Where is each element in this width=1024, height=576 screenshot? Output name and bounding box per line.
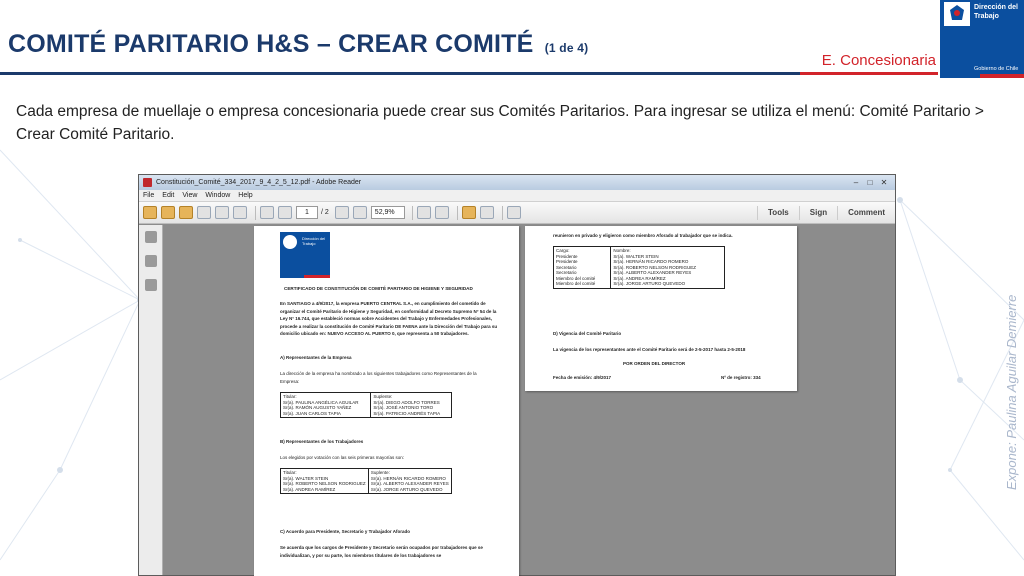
pdf-page-1: [254, 226, 519, 576]
tools-link[interactable]: Tools: [757, 206, 799, 220]
menu-view[interactable]: View: [182, 192, 198, 199]
fecha-emision: Fecha de emisión: 4/9/2017: [553, 375, 612, 380]
layers-icon[interactable]: [145, 279, 157, 291]
intro-paragraph: Cada empresa de muellaje o empresa concesionaria puede crear sus Comités Paritarios. Para ingresar se utiliza el menú: Comité Paritario > Crear Comité Paritario.: [16, 103, 984, 143]
zoom-in-icon[interactable]: [353, 206, 367, 219]
save-icon[interactable]: [197, 206, 211, 219]
window-title: Constitución_Comité_334_2017_9_4_2_5_12.pdf - Adobe Reader: [156, 179, 362, 186]
email-icon[interactable]: [233, 206, 247, 219]
adobe-reader-app-icon: [143, 178, 152, 187]
table-a-titular-header: Titular:: [283, 394, 297, 399]
table-a-titular-3: Sr(a). JUAN CARLOS TAPIA: [283, 410, 341, 416]
table-b-suplente-header: Suplente:: [370, 470, 390, 475]
pdf-direccion-logo: [280, 232, 330, 278]
navigation-side-panel: [139, 225, 163, 576]
minimize-icon[interactable]: –: [853, 177, 859, 187]
menu-bar: [139, 190, 895, 202]
table-b-titular-2: Sr(a). ROBERTO NELSON RODRIGUEZ: [283, 481, 366, 486]
attachments-icon[interactable]: [145, 255, 157, 267]
zoom-out-icon[interactable]: [335, 206, 349, 219]
edit-icon[interactable]: [179, 206, 193, 219]
slide-title: [8, 30, 588, 59]
table-cargos: [553, 246, 725, 289]
page2-intro: reunieron en privado y eligieron como miembro Aforado al trabajador que se indica.: [553, 233, 733, 238]
pdf-logo-seal-icon: [283, 235, 297, 249]
window-titlebar: [139, 175, 895, 190]
table-b-suplente-1: Sr(a). HERNÁN RICARDO ROMERO: [370, 475, 446, 481]
section-a-heading: A) Representantes de la Empresa: [280, 355, 352, 360]
read-mode-icon[interactable]: [507, 206, 521, 219]
nombre-2: Sr(a). HERNÁN RICARDO ROMERO: [613, 259, 689, 264]
table-a-suplente-cell: [371, 393, 452, 418]
table-empresa-representantes: [280, 392, 452, 418]
table-a-titular-1: Sr(a). PAULINA ANGÉLICA AGUILAR: [283, 399, 359, 405]
page-total: / 2: [321, 209, 329, 216]
logo-org-text: Dirección del Trabajo: [974, 4, 1018, 20]
section-c-heading: C) Acuerdo para Presidente, Secretario y Trabajador Aforado: [280, 529, 410, 534]
vigencia-text: La vigencia de los representantes ante el Comité Paritario será de 2-5-2017 hasta 2-5-2018: [553, 347, 746, 352]
section-c-paragraph: Se acuerda que los cargos de Presidente y Secretario serán ocupados por trabajadores que se individualizan, y por su parte, los miembros titulares de los trabajadores se: [280, 545, 483, 558]
presenter-credit: Expone: Paulina Aguilar Demierre: [1004, 294, 1019, 490]
comment-icon[interactable]: [462, 206, 476, 219]
cert-paragraph-1: En SANTIAGO a 4/9/2017, la empresa PUERTO CENTRAL S.A., en cumplimiento del cometido de organizar el Comité Paritario de Higiene y Seguridad, en conformidad al Decreto Supremo N° 54 de la Ley N° 16.744, que estableció normas sobre Accidentes del Trabajo y Enfermedades Profesionales, procede a realizar la constitución de Comité Paritario DE FAENA ante la Dirección del Trabajo para su domicilio ubicado en: NUEVO ACCESO AL PUERTO 0, que representa a 50 trabajadores.: [280, 301, 498, 336]
section-b-paragraph: Los elegidos por votación con las seis primeras mayorías son:: [280, 455, 405, 460]
section-b-heading: B) Representantes de los Trabajadores: [280, 439, 364, 444]
nombre-header: Nombre:: [613, 248, 631, 253]
section-underline: [800, 72, 938, 75]
nombre-3: Sr(a). ROBERTO NELSON RODRIGUEZ: [613, 264, 696, 270]
menu-help[interactable]: Help: [238, 192, 253, 199]
nombre-4: Sr(a). ALBERTO ALEXANDER REYES: [613, 270, 692, 275]
section-d-heading: D) Vigencia del Comité Paritario: [553, 331, 622, 336]
table-b-suplente-2: Sr(a). ALBERTO ALEXANDER REYES: [370, 481, 449, 486]
cargo-3: Secretario: [556, 264, 577, 270]
pdf-logo-text: Dirección del Trabajo: [302, 236, 326, 246]
logo-stripe-blue: [940, 74, 980, 78]
fit-page-icon[interactable]: [417, 206, 431, 219]
nombre-5: Sr(a). ANDREA RAMÍREZ: [613, 275, 666, 281]
cargo-6: Miembro del comité: [556, 281, 596, 286]
create-pdf-icon[interactable]: [161, 206, 175, 219]
section-a-paragraph: La dirección de la empresa ha nombrado a los siguientes trabajadores como Representantes de la Empresa:: [280, 371, 477, 384]
certificate-title: CERTIFICADO DE CONSTITUCIÓN DE COMITÉ PARITARIO DE HIGIENE Y SEGURIDAD: [284, 286, 473, 291]
cargo-5: Miembro del comité: [556, 275, 596, 281]
table-a-suplente-3: Sr(a). PATRICIO ANDRÉS TAPIA: [373, 410, 441, 416]
toolbar-separator: [502, 206, 503, 220]
logo-stripe-red: [980, 74, 1024, 78]
toolbar-separator: [412, 206, 413, 220]
cargo-header: Cargo:: [556, 248, 570, 253]
close-icon[interactable]: ✕: [880, 177, 888, 187]
pdf-logo-stripe: [304, 275, 330, 278]
table-b-titular-1: Sr(a). WALTER STEIN: [283, 475, 329, 481]
slide-title-text: COMITÉ PARITARIO H&S – CREAR COMITÉ: [8, 30, 534, 58]
table-a-suplente-1: Sr(a). DIEGO ADOLFO TORRES: [373, 399, 440, 405]
table-b-titular-header: Titular:: [283, 470, 297, 475]
table-a-suplente-header: Suplente:: [373, 394, 393, 399]
nombre-6: Sr(a). JORGE ARTURO QUEVEDO: [613, 281, 686, 286]
table-b-titular-3: Sr(a). ANDREA RAMÍREZ: [283, 486, 336, 492]
table-cargos-nombre-column: [611, 247, 725, 289]
table-trabajadores-representantes: [280, 468, 452, 494]
next-page-icon[interactable]: [278, 206, 292, 219]
chile-seal-icon: [944, 2, 970, 26]
sign-link[interactable]: Sign: [799, 206, 837, 220]
zoom-select[interactable]: 52,9%: [371, 206, 405, 219]
toolbar-right-links: [757, 202, 895, 223]
table-b-suplente-cell: [368, 469, 451, 494]
nombre-1: Sr(a). WALTER STEIN: [613, 253, 659, 259]
previous-page-icon[interactable]: [260, 206, 274, 219]
table-a-titular-cell: [281, 393, 371, 418]
table-cargos-cargo-column: [554, 247, 611, 289]
highlight-icon[interactable]: [480, 206, 494, 219]
comment-link[interactable]: Comment: [837, 206, 895, 220]
toolbar-separator: [255, 206, 256, 220]
por-orden-text: POR ORDEN DEL DIRECTOR: [623, 361, 686, 366]
reader-toolbar: [139, 202, 895, 224]
toolbar-separator: [457, 206, 458, 220]
full-screen-icon[interactable]: [435, 206, 449, 219]
menu-window[interactable]: Window: [205, 192, 231, 199]
menu-file[interactable]: File: [143, 192, 155, 199]
page-number-input[interactable]: 1: [296, 206, 318, 219]
table-a-titular-2: Sr(a). RAMÓN AUGUSTO YAÑEZ: [283, 405, 352, 410]
menu-edit[interactable]: Edit: [162, 192, 175, 199]
title-underline: [0, 72, 938, 75]
page-thumbnails-icon[interactable]: [145, 231, 157, 243]
direccion-del-trabajo-logo: [940, 0, 1024, 78]
open-icon[interactable]: [143, 206, 157, 219]
table-b-suplente-3: Sr(a). JORGE ARTURO QUEVEDO: [370, 486, 443, 492]
logo-gov-text: Gobierno de Chile: [974, 66, 1019, 72]
maximize-icon[interactable]: □: [867, 177, 873, 187]
table-b-titular-cell: [281, 469, 369, 494]
pdf-page-2: [525, 226, 797, 391]
cargo-2: Presidente: [556, 259, 578, 264]
section-label: E. Concesionaria: [821, 52, 936, 69]
cargo-4: Secretario: [556, 270, 577, 275]
cargo-1: Presidente: [556, 253, 578, 259]
numero-registro: Nº de registro: 334: [721, 375, 761, 380]
slide-pager: (1 de 4): [544, 41, 589, 55]
table-a-suplente-2: Sr(a). JOSÉ ANTONIO TORO: [373, 405, 434, 410]
print-icon[interactable]: [215, 206, 229, 219]
